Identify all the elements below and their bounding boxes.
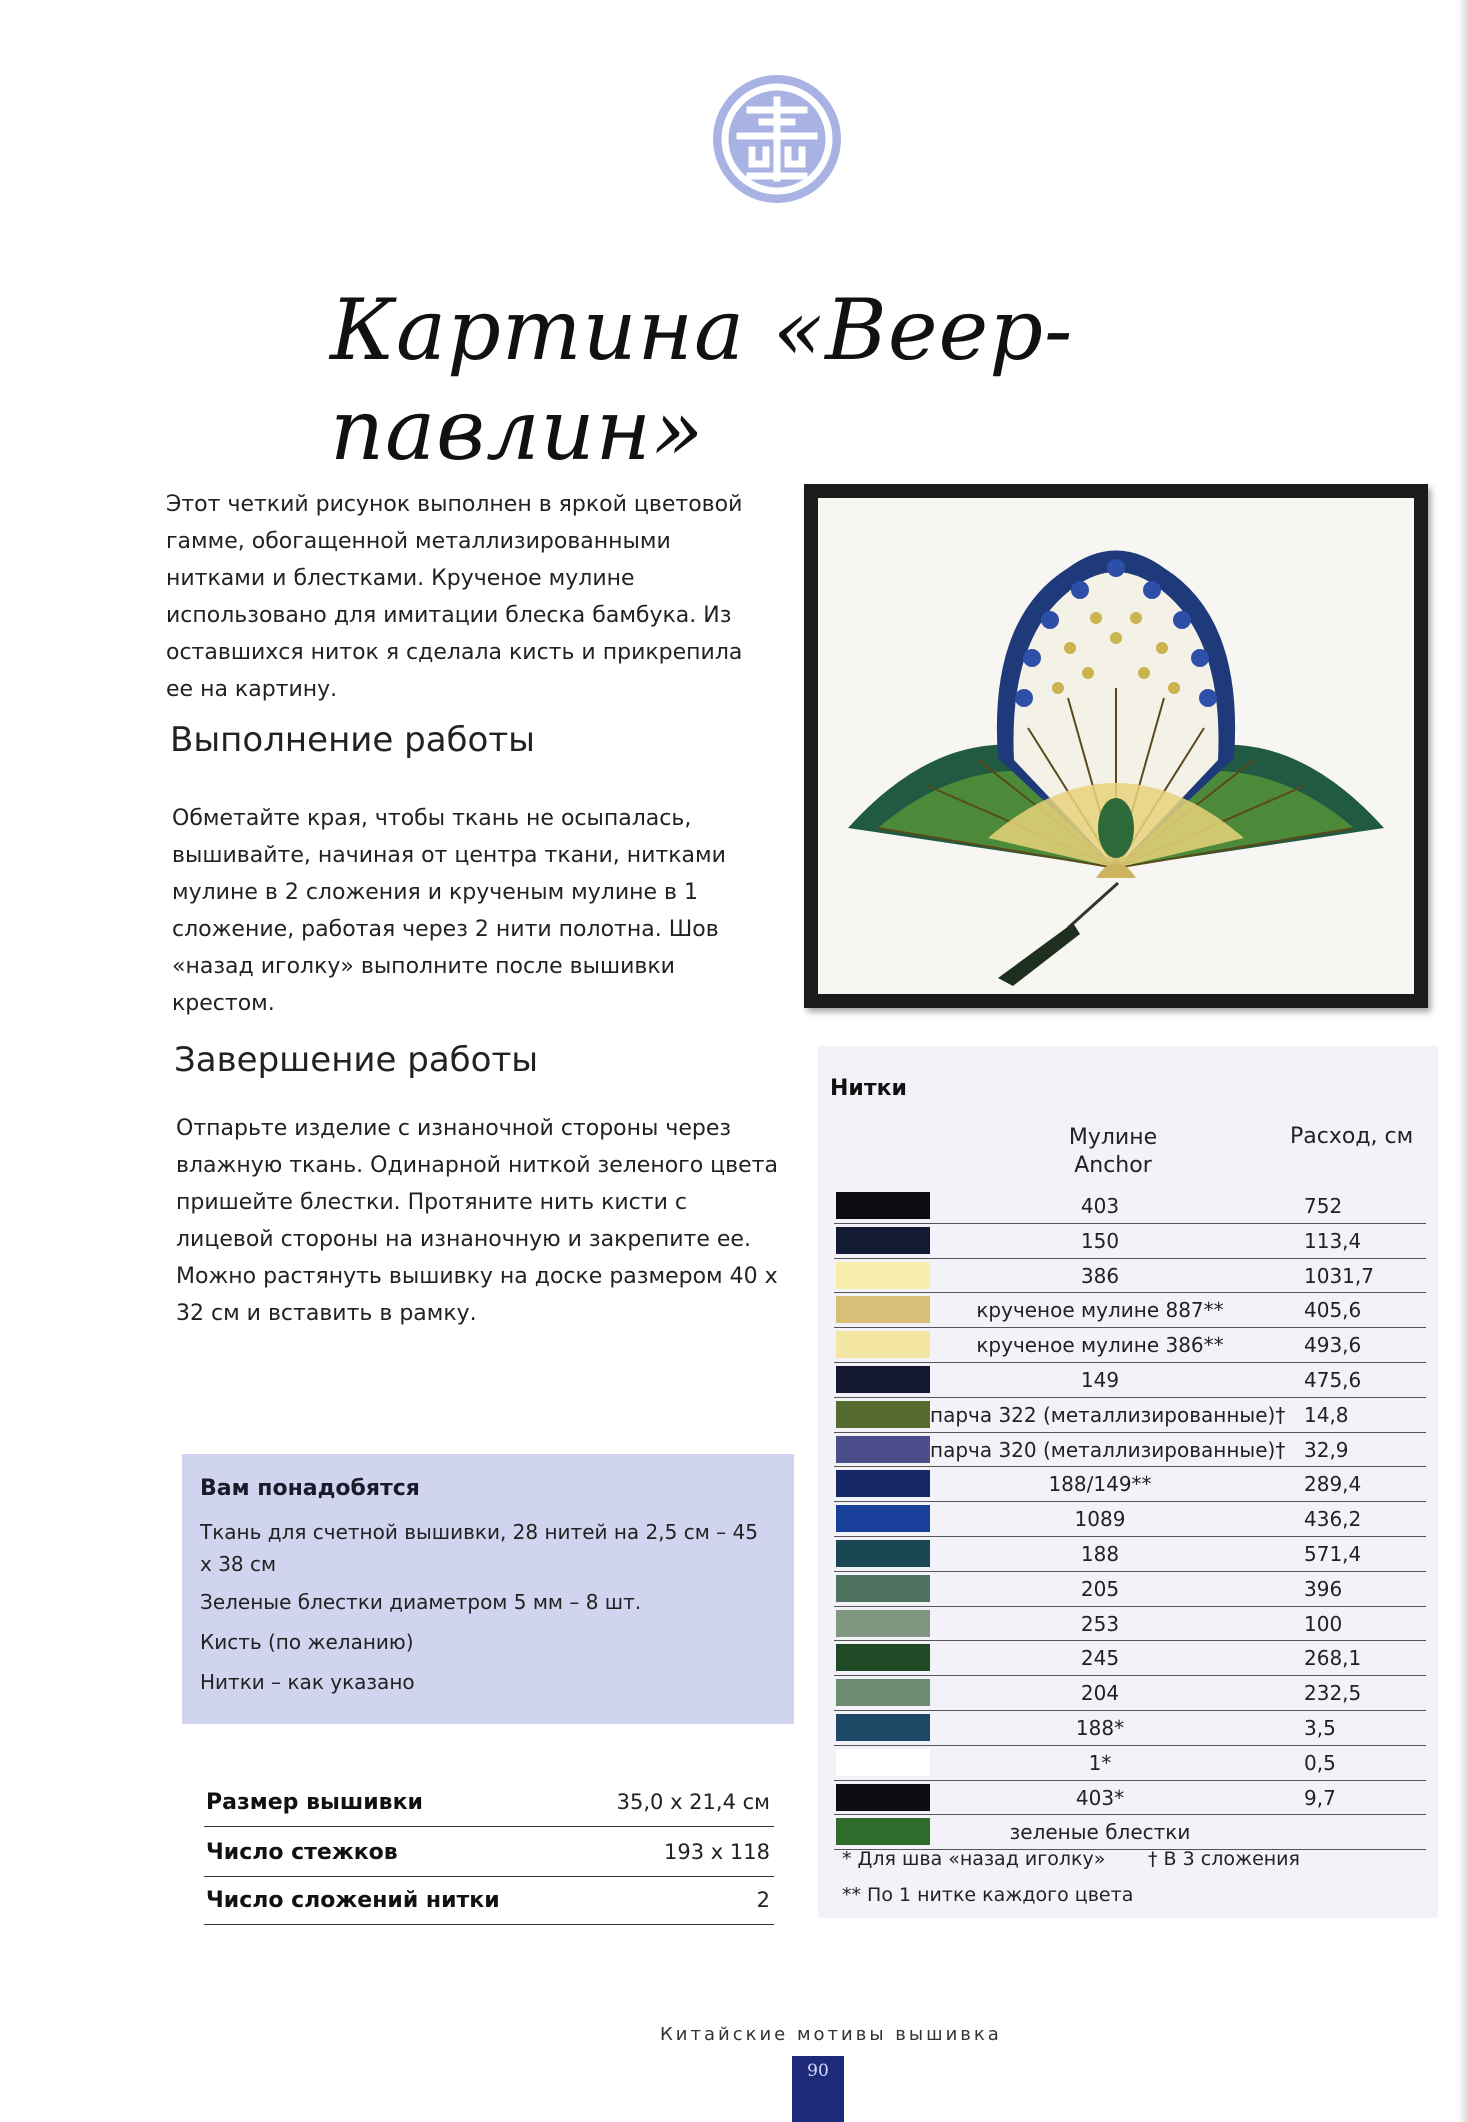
spec-label: Число стежков — [206, 1840, 398, 1865]
supply-item: Кисть (по желанию) — [200, 1630, 414, 1654]
thread-row — [834, 1397, 1426, 1433]
section-text-work: Обметайте края, чтобы ткань не осыпалась, вышивайте, начиная от центра ткани, нитками мулине в 2 сложения и крученым мулине в 1 сложение, работая через 2 нити полотна. Шов «назад иголку» выполните после вышивки крестом. — [172, 806, 726, 1016]
thread-row — [834, 1710, 1426, 1746]
thread-row — [834, 1432, 1426, 1468]
thread-code: крученое мулине 887** — [976, 1298, 1224, 1323]
color-swatch — [836, 1366, 930, 1393]
thread-row — [834, 1745, 1426, 1781]
thread-row — [834, 1536, 1426, 1572]
thread-amount: 493,6 — [1304, 1333, 1362, 1358]
thread-row — [834, 1640, 1426, 1676]
intro-paragraph: Этот четкий рисунок выполнен в яркой цветовой гамме, обогащенной металлизированными нитками и блестками. Крученое мулине использовано для имитации блеска бамбука. Из оставшихся ниток я сделала кисть и прикрепила ее на картину. — [166, 492, 743, 702]
spec-value: 2 — [756, 1888, 770, 1912]
spec-row-size — [204, 1780, 774, 1827]
thread-code: 205 — [1080, 1576, 1120, 1601]
thread-amount: 14,8 — [1304, 1402, 1349, 1427]
book-footer: Китайские мотивы вышивка — [660, 2024, 1002, 2045]
spec-value: 35,0 х 21,4 см — [616, 1790, 770, 1814]
spec-label: Размер вышивки — [206, 1790, 423, 1815]
thread-amount: 571,4 — [1304, 1542, 1362, 1566]
color-swatch — [836, 1470, 930, 1497]
thread-code: парча 322 (металлизированные)† — [930, 1402, 1286, 1427]
column-header-code: Мулине Anchor — [1068, 1125, 1158, 1178]
page-edge-shadow — [1458, 0, 1468, 2122]
thread-row — [834, 1814, 1426, 1850]
thread-row — [834, 1292, 1426, 1328]
thread-amount: 100 — [1304, 1611, 1343, 1636]
thread-row — [834, 1780, 1426, 1816]
longevity-symbol-logo — [710, 72, 844, 206]
color-swatch — [836, 1575, 930, 1602]
thread-code: 188/149** — [1048, 1472, 1152, 1497]
color-swatch — [836, 1644, 930, 1671]
color-swatch — [836, 1227, 930, 1254]
thread-code: 245 — [1080, 1646, 1120, 1671]
color-swatch — [836, 1401, 930, 1428]
thread-code: 150 — [1080, 1228, 1120, 1253]
footnote-one-strand-each: ** По 1 нитке каждого цвета — [842, 1884, 1134, 1906]
thread-amount: 289,4 — [1304, 1472, 1362, 1497]
color-swatch — [836, 1331, 930, 1358]
framed-embroidery-photo — [804, 484, 1428, 1008]
thread-amount: 32,9 — [1304, 1437, 1349, 1462]
thread-row — [834, 1501, 1426, 1537]
thread-amount: 3,5 — [1304, 1716, 1336, 1740]
color-swatch — [836, 1818, 930, 1845]
spec-row-stitches — [204, 1830, 774, 1877]
color-swatch — [836, 1436, 930, 1463]
thread-row — [834, 1362, 1426, 1398]
thread-amount: 475,6 — [1304, 1368, 1362, 1392]
footnote-backstitch: * Для шва «назад иголку» — [842, 1848, 1106, 1870]
thread-row — [834, 1466, 1426, 1502]
thread-amount: 436,2 — [1304, 1507, 1362, 1532]
thread-row — [834, 1571, 1426, 1607]
thread-row — [834, 1675, 1426, 1711]
thread-row — [834, 1327, 1426, 1363]
thread-code: 403 — [1080, 1194, 1120, 1218]
thread-code: 1089 — [1074, 1507, 1126, 1532]
color-swatch — [836, 1192, 930, 1219]
thread-amount: 396 — [1304, 1576, 1343, 1601]
thread-amount: 113,4 — [1304, 1228, 1362, 1253]
section-heading-finish: Завершение работы — [174, 1040, 539, 1080]
supplies-title: Вам понадобятся — [200, 1476, 420, 1501]
thread-amount: 0,5 — [1304, 1750, 1336, 1775]
supply-item: Нитки – как указано — [200, 1670, 415, 1694]
color-swatch — [836, 1714, 930, 1741]
thread-row — [834, 1606, 1426, 1642]
thread-amount: 752 — [1304, 1194, 1343, 1218]
spec-value: 193 х 118 — [664, 1840, 770, 1864]
thread-code: крученое мулине 386** — [976, 1333, 1224, 1358]
color-swatch — [836, 1749, 930, 1776]
threads-table — [818, 1046, 1438, 1918]
thread-row — [834, 1188, 1426, 1224]
peacock-fan-embroidery-image — [818, 498, 1414, 994]
color-swatch — [836, 1784, 930, 1811]
thread-code: 386 — [1080, 1263, 1120, 1288]
thread-amount: 268,1 — [1304, 1646, 1362, 1671]
thread-row — [834, 1258, 1426, 1294]
section-text-finish: Отпарьте изделие с изнаночной стороны через влажную ткань. Одинарной ниткой зеленого цвета пришейте блестки. Протяните нить кисти с лицевой стороны на изнаночную и закрепите ее. Можно растянуть вышивку на доске размером 40 х 32 см и вставить в рамку. — [176, 1116, 778, 1326]
color-swatch — [836, 1610, 930, 1637]
thread-code: зеленые блестки — [1009, 1820, 1191, 1845]
thread-amount: 405,6 — [1304, 1298, 1362, 1323]
spec-label: Число сложений нитки — [206, 1888, 500, 1913]
thread-code: парча 320 (металлизированные)† — [930, 1437, 1286, 1462]
supply-item: Ткань для счетной вышивки, 28 нитей на 2,5 см – 45 х 38 см — [200, 1520, 758, 1576]
supply-item: Зеленые блестки диаметром 5 мм – 8 шт. — [200, 1590, 642, 1614]
threads-title: Нитки — [830, 1076, 907, 1101]
thread-code: 1* — [1088, 1750, 1112, 1775]
page-title: Картина «Веер-павлин» — [330, 281, 1074, 479]
color-swatch — [836, 1679, 930, 1706]
thread-code: 253 — [1080, 1611, 1120, 1636]
section-heading-work: Выполнение работы — [170, 720, 535, 760]
color-swatch — [836, 1262, 930, 1289]
thread-row — [834, 1223, 1426, 1259]
footnote-three-strands: † В 3 сложения — [1148, 1848, 1300, 1870]
page-number: 90 — [792, 2056, 844, 2122]
thread-amount: 1031,7 — [1304, 1263, 1374, 1288]
thread-code: 204 — [1080, 1681, 1120, 1706]
thread-amount: 9,7 — [1304, 1785, 1336, 1810]
thread-amount: 232,5 — [1304, 1681, 1362, 1706]
thread-code: 403* — [1075, 1785, 1125, 1810]
color-swatch — [836, 1296, 930, 1323]
column-header-amount: Расход, см — [1290, 1124, 1414, 1149]
supplies-box — [182, 1454, 794, 1724]
thread-code: 149 — [1080, 1368, 1120, 1392]
thread-code: 188 — [1080, 1542, 1120, 1566]
spec-row-strands — [204, 1878, 774, 1925]
color-swatch — [836, 1505, 930, 1532]
thread-code: 188* — [1075, 1716, 1125, 1740]
color-swatch — [836, 1540, 930, 1567]
